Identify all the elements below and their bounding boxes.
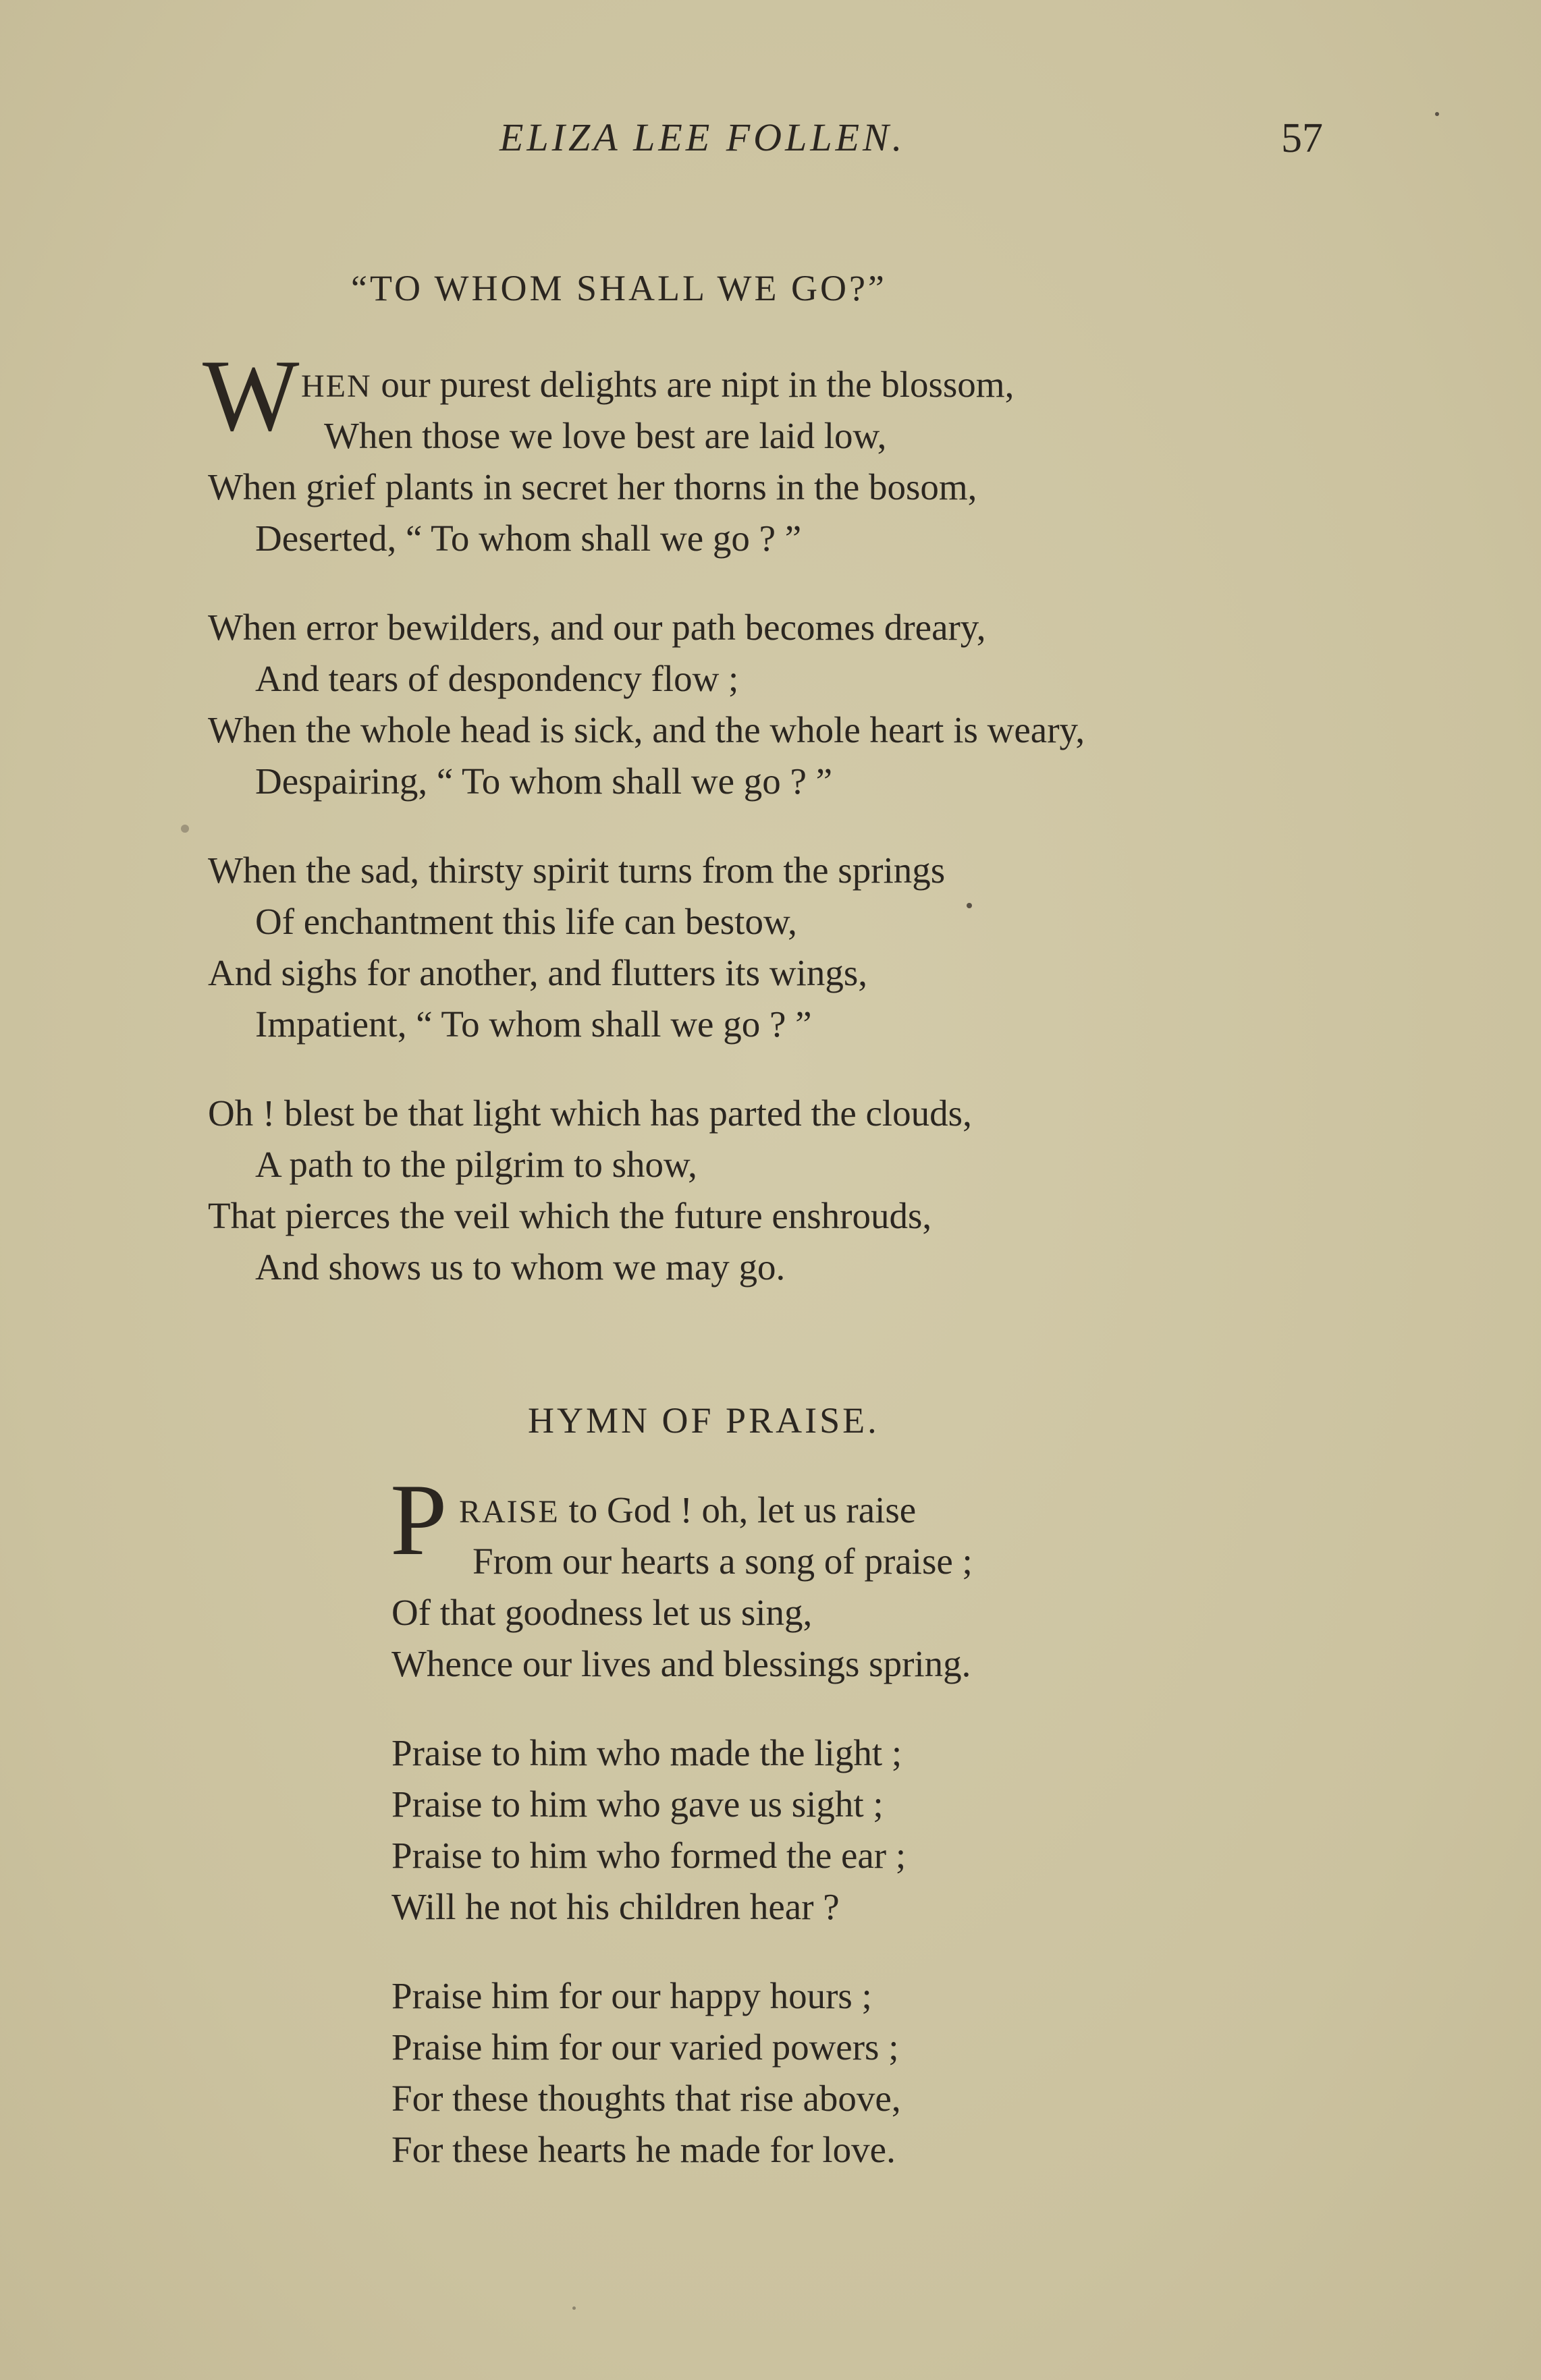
verse-line [459, 1485, 916, 1538]
verse-line: That pierces the veil which the future enshrouds, [208, 1195, 932, 1236]
verse-line: Will he not his children hear ? [391, 1886, 840, 1927]
paper-speck [1435, 112, 1439, 116]
verse-line: A path to the pilgrim to show, [255, 1144, 697, 1185]
verse-line: Whence our lives and blessings spring. [391, 1643, 971, 1684]
verse-line: Praise him for our happy hours ; [391, 1975, 872, 2016]
verse-line: Praise to him who made the light ; [391, 1732, 902, 1773]
page-number: 57 [1281, 115, 1323, 161]
verse-line: When those we love best are laid low, [324, 415, 887, 456]
first-word-caps: RAISE [459, 1494, 560, 1530]
first-word-caps: HEN [301, 368, 372, 404]
first-line-text: to God ! oh, let us raise [559, 1489, 917, 1530]
verse-line: And sighs for another, and flutters its wings, [208, 952, 867, 993]
paper-speck [181, 825, 189, 833]
paper-speck [572, 2306, 576, 2310]
drop-cap: P [390, 1463, 448, 1576]
verse-line: Deserted, “ To whom shall we go ? ” [255, 518, 802, 559]
verse-line: When the whole head is sick, and the whole heart is weary, [208, 709, 1085, 750]
verse-line: Of enchantment this life can bestow, [255, 901, 797, 942]
verse-line: Oh ! blest be that light which has parted the clouds, [208, 1092, 972, 1134]
verse-line: When grief plants in secret her thorns in the bosom, [208, 466, 977, 507]
running-head: ELIZA LEE FOLLEN. [499, 115, 906, 159]
verse-line: Impatient, “ To whom shall we go ? ” [255, 1003, 812, 1045]
drop-cap: W [202, 339, 300, 452]
verse-line: When error bewilders, and our path becomes dreary, [208, 607, 986, 648]
verse-line: And tears of despondency flow ; [255, 658, 739, 699]
verse-line: For these thoughts that rise above, [391, 2078, 901, 2119]
verse-line: When the sad, thirsty spirit turns from the springs [208, 850, 946, 891]
first-line-text: our purest delights are nipt in the blossom, [371, 364, 1015, 405]
verse-line [301, 359, 1014, 412]
paper-speck [967, 903, 972, 908]
verse-line: And shows us to whom we may go. [255, 1246, 786, 1288]
verse-line: Despairing, “ To whom shall we go ? ” [255, 760, 833, 802]
poem-title: HYMN OF PRAISE. [528, 1400, 880, 1441]
verse-line: For these hearts he made for love. [391, 2129, 896, 2170]
verse-line: Praise to him who formed the ear ; [391, 1835, 907, 1876]
verse-line: From our hearts a song of praise ; [472, 1541, 973, 1582]
verse-line: Praise him for our varied powers ; [391, 2026, 899, 2068]
poem-title: “TO WHOM SHALL WE GO?” [351, 268, 887, 308]
verse-line: Of that goodness let us sing, [391, 1592, 813, 1633]
verse-line: Praise to him who gave us sight ; [391, 1783, 884, 1825]
